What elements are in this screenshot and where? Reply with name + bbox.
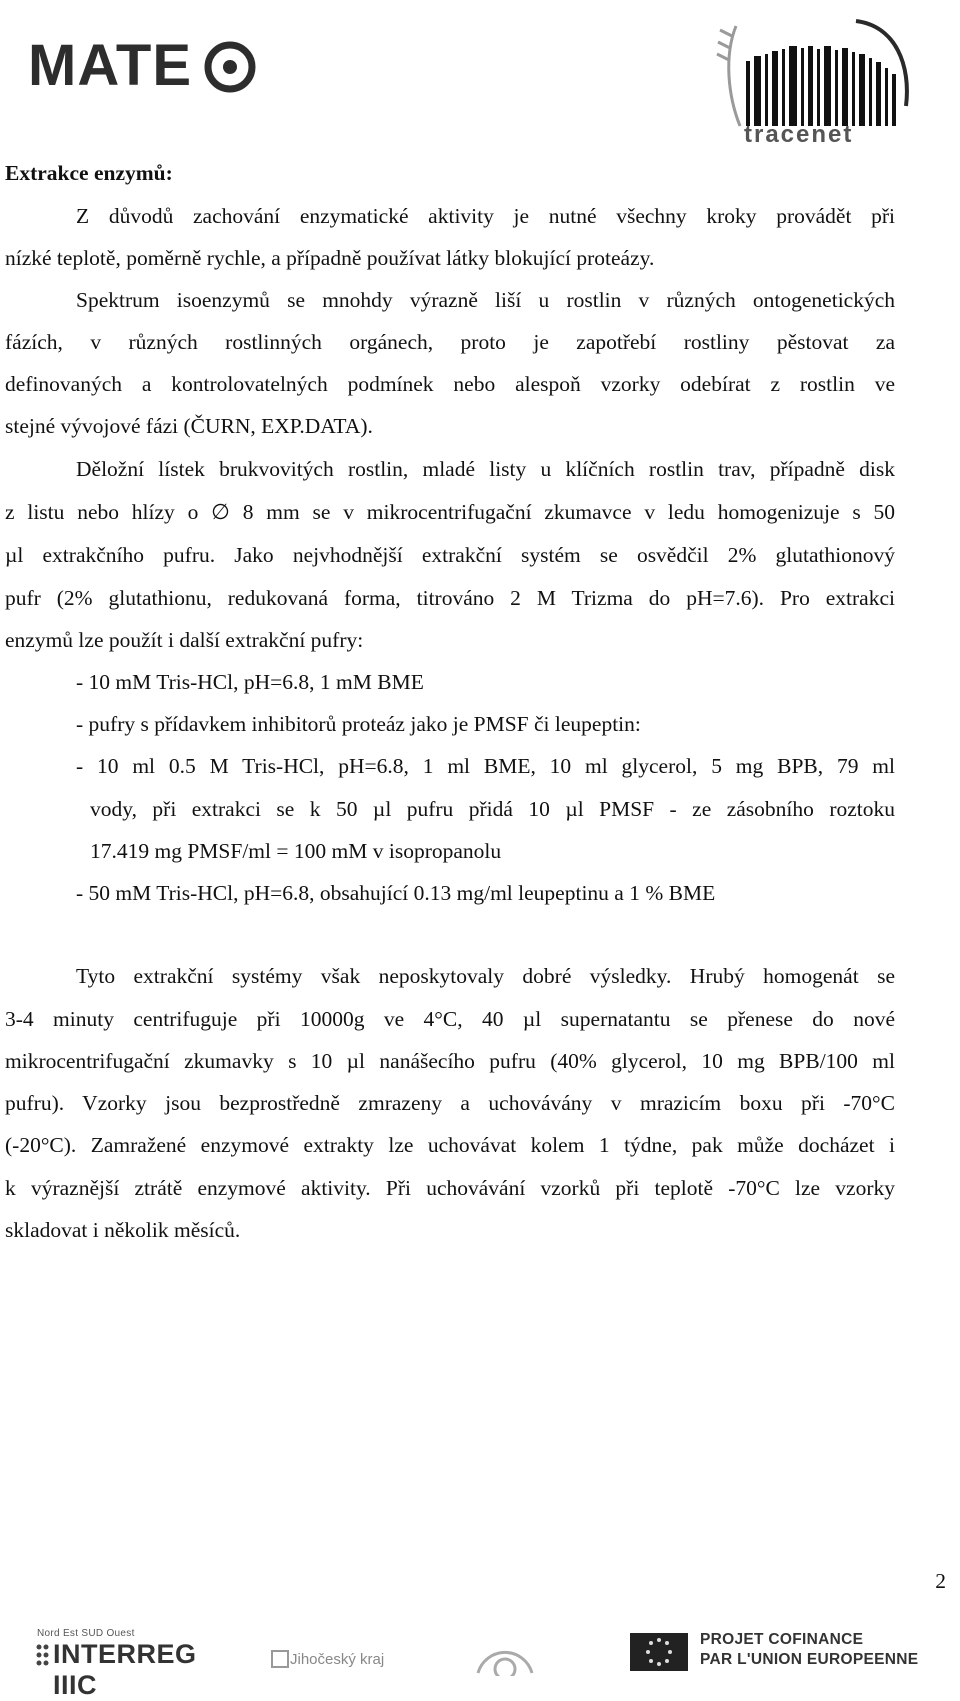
paragraph-line: Z důvodů zachování enzymatické aktivity je nutné všechny kroky provádět při: [76, 204, 895, 228]
footer-logos: [0, 1625, 960, 1700]
paragraph-line: nízké teplotě, poměrně rychle, a případně používat látky blokující proteázy.: [5, 246, 655, 270]
list-item: - 10 ml 0.5 M Tris-HCl, pH=6.8, 1 ml BME, 10 ml glycerol, 5 mg BPB, 79 ml: [76, 754, 895, 778]
list-item-continuation: 17.419 mg PMSF/ml = 100 mM v isopropanolu: [90, 839, 502, 863]
eu-cofinance-line2: PAR L'UNION EUROPEENNE: [700, 1651, 919, 1668]
mateo-logo: [28, 33, 243, 98]
list-item: - 50 mM Tris-HCl, pH=6.8, obsahující 0.13 mg/ml leupeptinu a 1 % BME: [76, 881, 716, 905]
list-item-continuation: vody, při extrakci se k 50 µl pufru přidá 10 µl PMSF - ze zásobního roztoku: [90, 797, 895, 821]
mateo-logo-text: MATE: [28, 33, 193, 98]
list-item: - pufry s přídavkem inhibitorů proteáz jako je PMSF či leupeptin:: [76, 712, 641, 736]
jihocesky-kraj-text: Jihočeský kraj: [290, 1651, 385, 1668]
paragraph-line: z listu nebo hlízy o ∅ 8 mm se v mikrocentrifugační zkumavce v ledu homogenizuje s 50: [5, 500, 895, 524]
section-heading: Extrakce enzymů:: [5, 161, 173, 185]
interreg-subtitle: Nord Est SUD Ouest: [37, 1628, 135, 1639]
jihocesky-kraj-logo: [270, 1635, 400, 1675]
region-emblem-icon: [270, 1649, 290, 1669]
mateo-o-icon: [203, 40, 257, 94]
paragraph-line: fázích, v různých rostlinných orgánech, proto je zapotřebí rostliny pěstovat za: [5, 330, 895, 354]
paragraph-line: pufru). Vzorky jsou bezprostředně zmrazeny a uchovávány v mrazicím boxu při -70°C: [5, 1091, 895, 1115]
paragraph-line: (-20°C). Zamražené enzymové extrakty lze uchovávat kolem 1 týdne, pak může docházet i: [5, 1133, 895, 1157]
tracenet-logo-text: tracenet: [744, 121, 854, 146]
paragraph-line: Tyto extrakční systémy však neposkytovaly dobré výsledky. Hrubý homogenát se: [76, 964, 895, 988]
paragraph-line: pufr (2% glutathionu, redukovaná forma, titrováno 2 M Trizma do pH=7.6). Pro extrakci: [5, 586, 895, 610]
paragraph-line: stejné vývojové fázi (ČURN, EXP.DATA).: [5, 414, 373, 438]
tracenet-logo: [706, 16, 946, 146]
paragraph-line: Spektrum isoenzymů se mnohdy výrazně liší u rostlin v různých ontogenetických: [76, 288, 895, 312]
barcode-wheat-icon: [706, 16, 946, 146]
ministry-seal-icon: [470, 1625, 540, 1676]
paragraph-line: 3-4 minuty centrifuguje při 10000g ve 4°C, 40 µl supernatantu se přenese do nové: [5, 1007, 895, 1031]
paragraph-line: k výraznější ztrátě enzymové aktivity. Při uchovávání vzorků při teplotě -70°C lze vzorky: [5, 1176, 895, 1200]
list-item: - 10 mM Tris-HCl, pH=6.8, 1 mM BME: [76, 670, 424, 694]
interreg-logo: [35, 1625, 235, 1700]
paragraph-line: Děložní lístek brukvovitých rostlin, mladé listy u klíčních rostlin trav, případně disk: [76, 457, 895, 481]
page-number: 2: [935, 1569, 946, 1593]
eu-cofinance-logo: [630, 1631, 950, 1675]
paragraph-line: enzymů lze použít i další extrakční pufry:: [5, 628, 364, 652]
interreg-title: INTERREG IIIC: [53, 1639, 197, 1700]
paragraph-line: skladovat i několik měsíců.: [5, 1218, 241, 1242]
eu-flag-icon: [630, 1633, 688, 1671]
eu-cofinance-line1: PROJET COFINANCE: [700, 1631, 864, 1648]
paragraph-line: µl extrakčního pufru. Jako nejvhodnější extrakční systém se osvědčil 2% glutathionový: [5, 543, 895, 567]
paragraph-line: mikrocentrifugační zkumavky s 10 µl nanášecího pufru (40% glycerol, 10 mg BPB/100 ml: [5, 1049, 895, 1073]
paragraph-line: definovaných a kontrolovatelných podmínek nebo alespoň vzorky odebírat z rostlin ve: [5, 372, 895, 396]
interreg-dots-icon: [35, 1643, 51, 1669]
